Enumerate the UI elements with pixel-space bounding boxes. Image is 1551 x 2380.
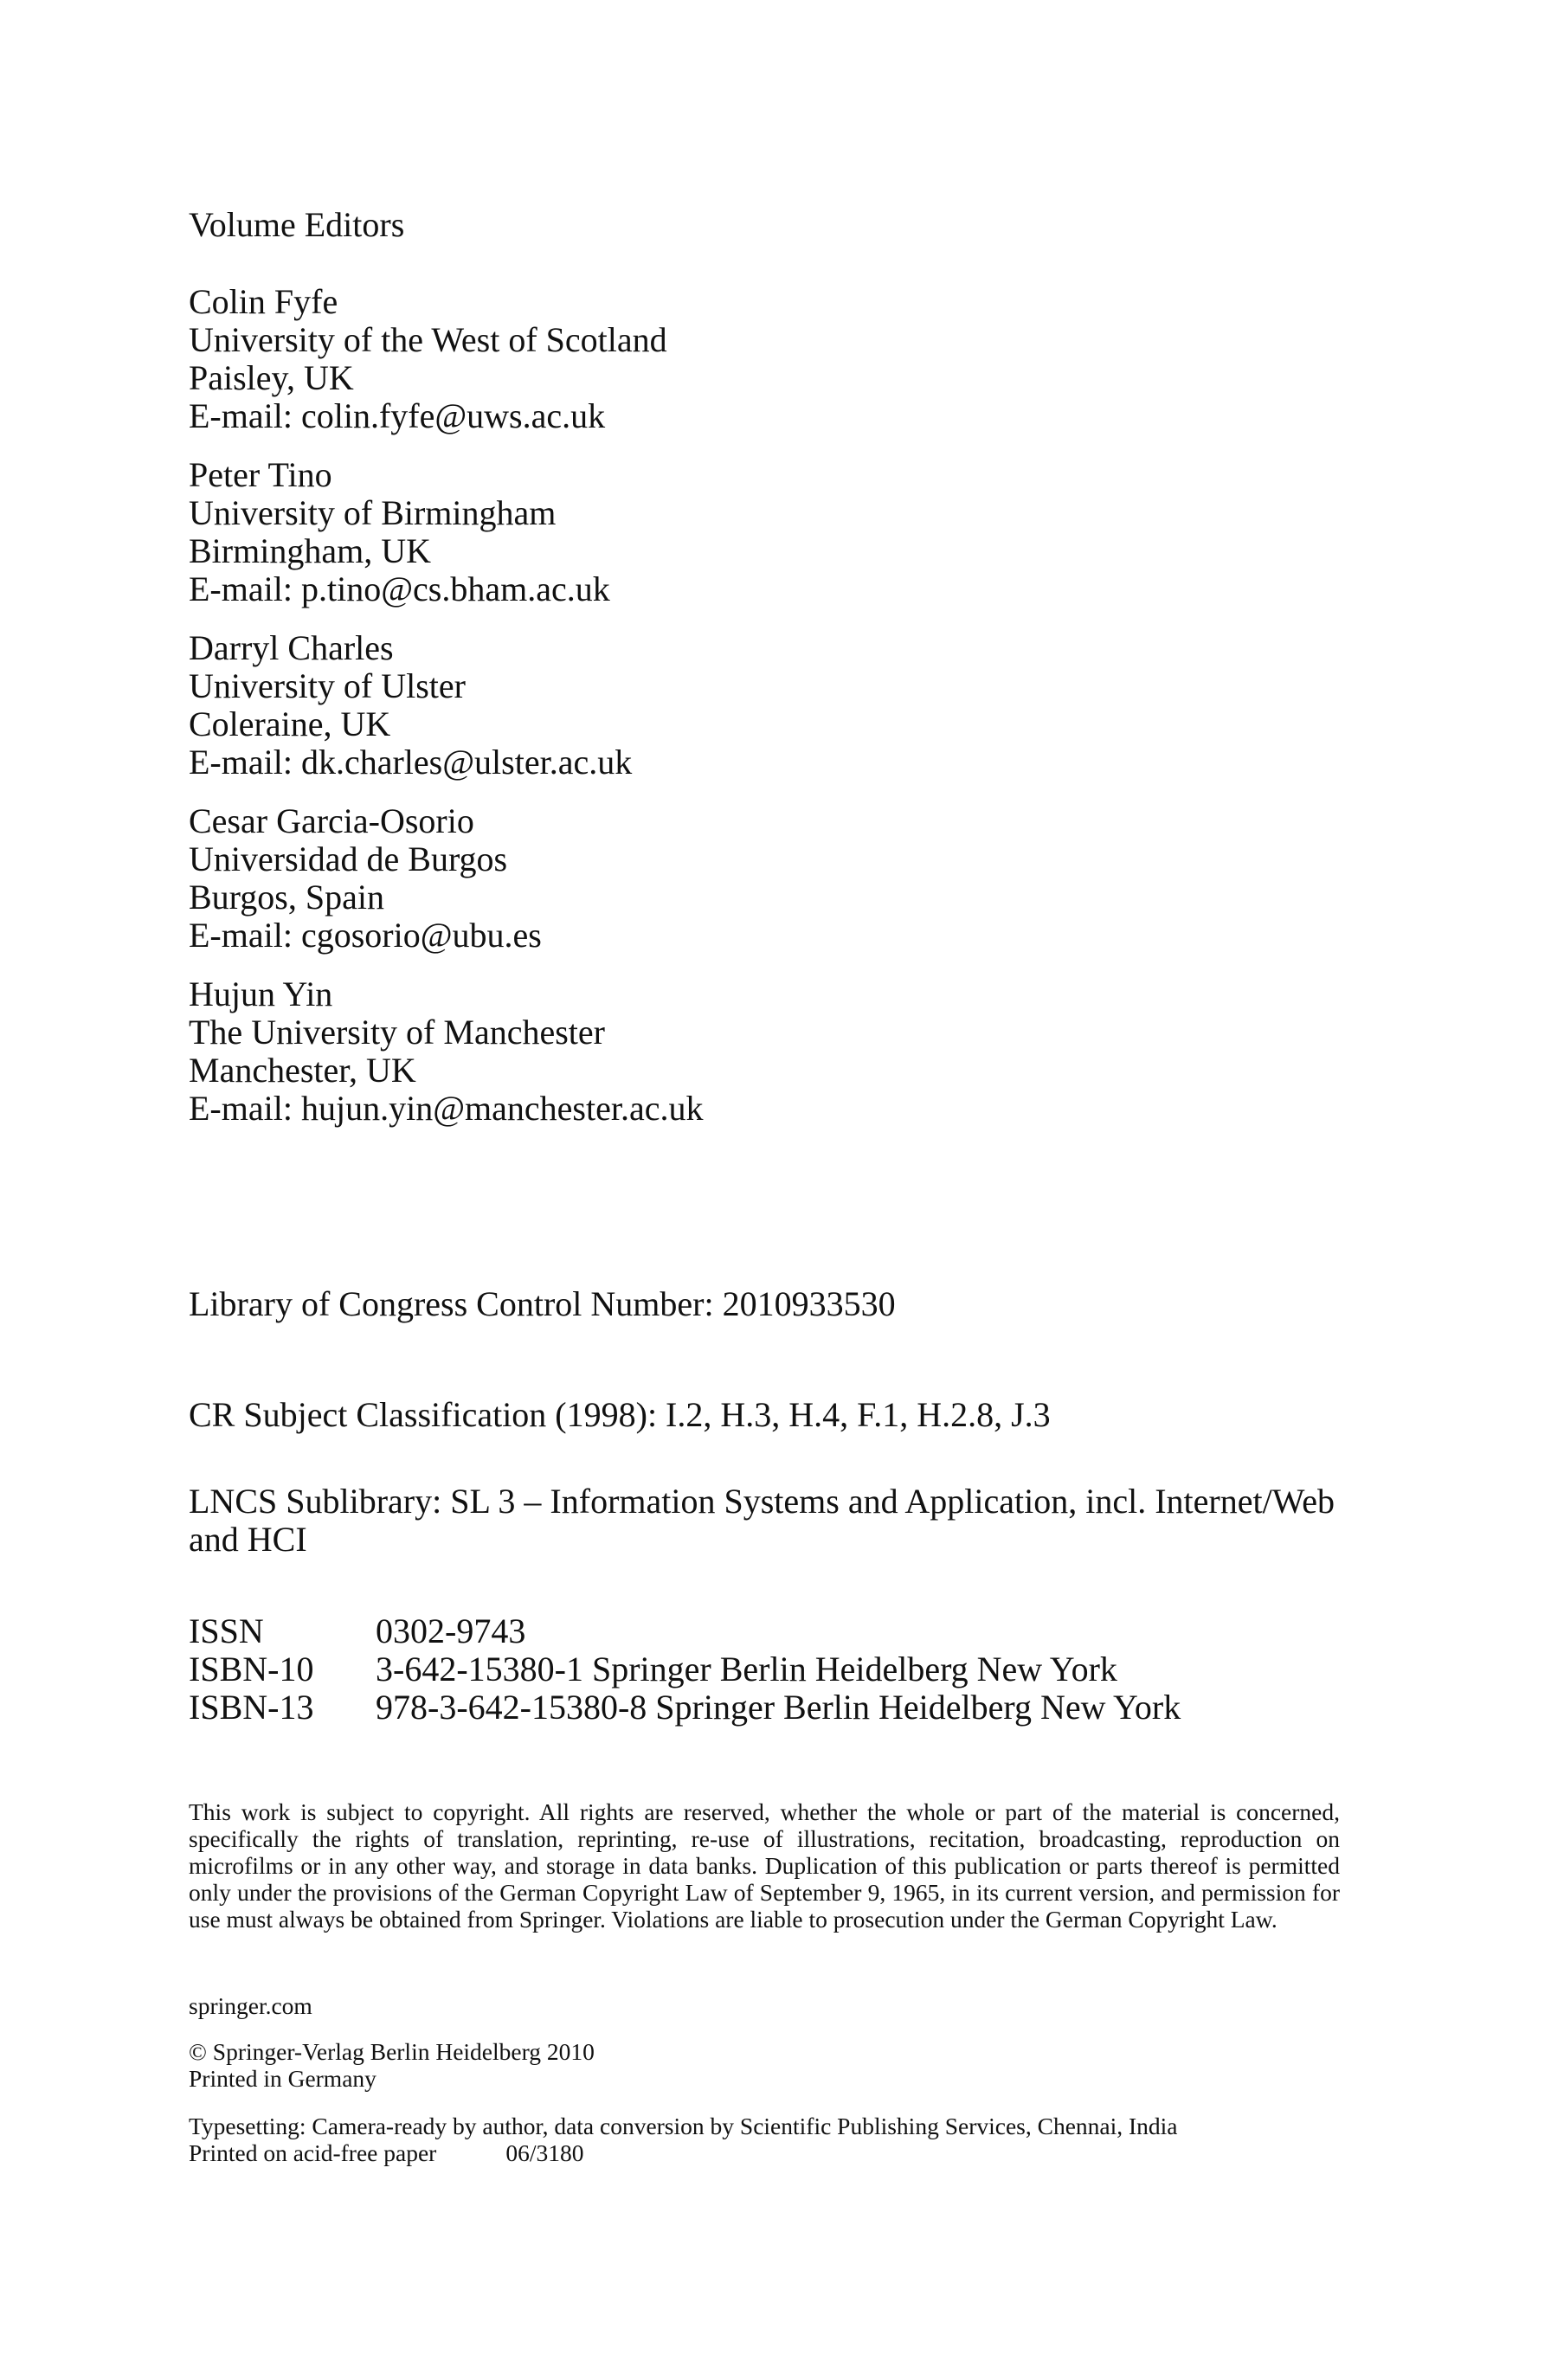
printed-in: Printed in Germany <box>189 2065 376 2092</box>
editor-location: Paisley, UK <box>189 358 354 397</box>
identifier-row <box>189 1612 525 1650</box>
lncs-sublibrary-line2: and HCI <box>189 1520 307 1559</box>
editor-name: Darryl Charles <box>189 628 394 667</box>
editor-affiliation: Universidad de Burgos <box>189 839 508 878</box>
editor-email: E-mail: dk.charles@ulster.ac.uk <box>189 743 633 782</box>
editor-name: Cesar Garcia-Osorio <box>189 801 474 840</box>
editor-email: E-mail: colin.fyfe@uws.ac.uk <box>189 396 606 435</box>
loc-control-number: Library of Congress Control Number: 2010933530 <box>189 1284 896 1323</box>
editor-affiliation: University of Birmingham <box>189 493 557 532</box>
copyright-line: © Springer-Verlag Berlin Heidelberg 2010 <box>189 2038 595 2065</box>
identifier-value: 978-3-642-15380-8 Springer Berlin Heidelberg New York <box>376 1688 1181 1727</box>
identifier-row <box>189 1650 1117 1689</box>
editor-email: E-mail: hujun.yin@manchester.ac.uk <box>189 1089 704 1128</box>
copyright-notice: This work is subject to copyright. All rights are reserved, whether the whole or part of the material is concerned, specifically the rights of translation, reprinting, re-use of illustrations, recitation, broadcasting, reproduction on microfilms or in any other way, and storage in data banks. Duplication of this publication or parts thereof is permitted only under the provisions of the German Copyright Law of September 9, 1965, in its current version, and permission for use must always be obtained from Springer. Violations are liable to prosecution under the German Copyright Law. <box>189 1798 1340 1933</box>
print-code: 06/3180 <box>505 2139 584 2166</box>
editor-location: Coleraine, UK <box>189 704 391 743</box>
editor-email: E-mail: p.tino@cs.bham.ac.uk <box>189 569 610 608</box>
editor-affiliation: University of the West of Scotland <box>189 320 667 359</box>
editor-name: Hujun Yin <box>189 975 333 1013</box>
paper-note <box>189 2139 583 2166</box>
editor-email: E-mail: cgosorio@ubu.es <box>189 916 542 955</box>
editor-location: Burgos, Spain <box>189 878 384 917</box>
editor-name: Peter Tino <box>189 455 332 494</box>
identifier-value: 0302-9743 <box>376 1611 526 1650</box>
editor-affiliation: University of Ulster <box>189 666 466 705</box>
editor-location: Manchester, UK <box>189 1051 416 1090</box>
identifier-value: 3-642-15380-1 Springer Berlin Heidelberg New York <box>376 1650 1117 1689</box>
typesetting-note: Typesetting: Camera-ready by author, data conversion by Scientific Publishing Services, Chennai, India <box>189 2113 1178 2139</box>
identifier-label: ISSN <box>189 1611 264 1650</box>
cr-subject-classification: CR Subject Classification (1998): I.2, H.3, H.4, F.1, H.2.8, J.3 <box>189 1395 1051 1434</box>
editor-affiliation: The University of Manchester <box>189 1013 605 1052</box>
identifier-row <box>189 1689 1181 1727</box>
volume-editors-heading: Volume Editors <box>189 205 405 244</box>
publisher-website: springer.com <box>189 1992 312 2019</box>
editor-name: Colin Fyfe <box>189 282 338 321</box>
lncs-sublibrary-line1: LNCS Sublibrary: SL 3 – Information Systems and Application, incl. Internet/Web <box>189 1482 1335 1521</box>
identifier-label: ISBN-13 <box>189 1688 314 1727</box>
acid-free-paper: Printed on acid-free paper <box>189 2139 437 2166</box>
identifier-label: ISBN-10 <box>189 1650 314 1689</box>
editor-location: Birmingham, UK <box>189 531 431 570</box>
